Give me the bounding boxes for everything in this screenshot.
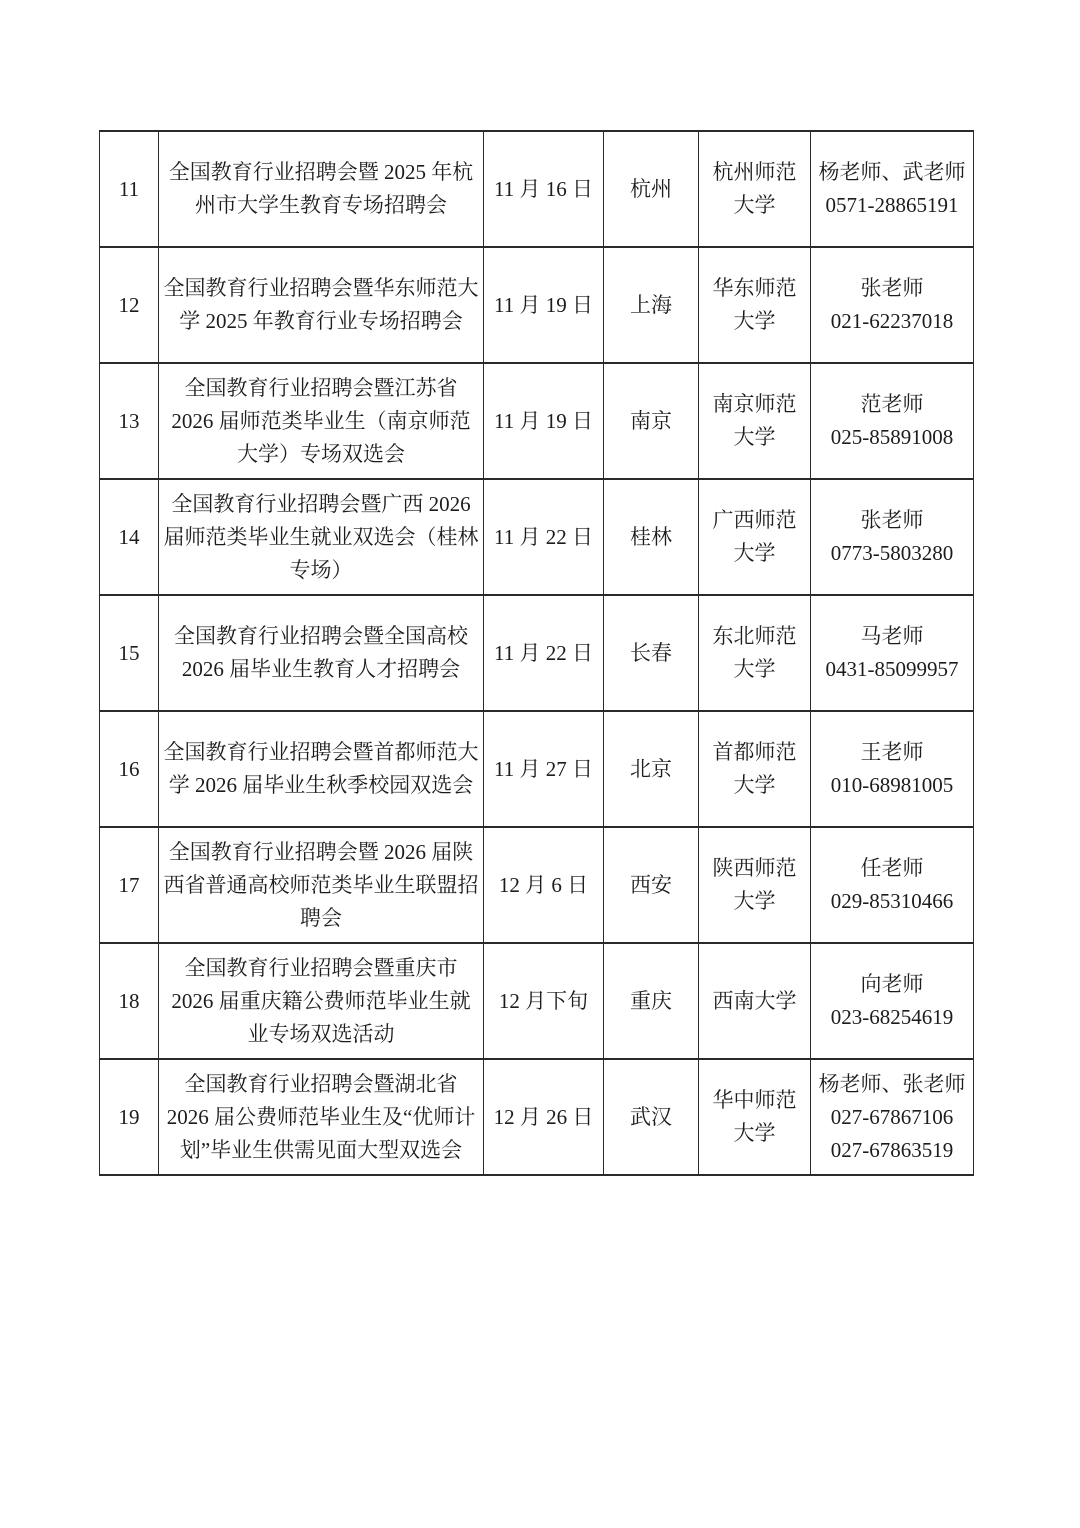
recruitment-schedule-table bbox=[99, 130, 974, 1176]
event-contact-cell bbox=[811, 943, 974, 1059]
contact-line: 马老师 bbox=[860, 624, 924, 648]
event-city-cell: 北京 bbox=[604, 711, 699, 827]
event-venue-cell: 杭州师范大学 bbox=[699, 131, 811, 247]
event-date-cell: 12 月下旬 bbox=[484, 943, 604, 1059]
event-date-cell: 11 月 27 日 bbox=[484, 711, 604, 827]
row-number-cell: 19 bbox=[100, 1059, 159, 1175]
contact-line: 027-67867106 bbox=[830, 1104, 954, 1129]
event-name-cell: 全国教育行业招聘会暨江苏省 2026 届师范类毕业生（南京师范大学）专场双选会 bbox=[159, 363, 484, 479]
event-date-cell: 11 月 22 日 bbox=[484, 595, 604, 711]
event-city-cell: 重庆 bbox=[604, 943, 699, 1059]
event-date-cell: 12 月 6 日 bbox=[484, 827, 604, 943]
contact-line: 027-67863519 bbox=[830, 1137, 954, 1162]
contact-line: 025-85891008 bbox=[830, 425, 954, 449]
contact-line: 王老师 bbox=[860, 740, 924, 764]
row-number-cell: 11 bbox=[100, 131, 159, 247]
row-number-cell: 17 bbox=[100, 827, 159, 943]
table-row bbox=[100, 1059, 974, 1175]
event-city-cell: 武汉 bbox=[604, 1059, 699, 1175]
contact-line: 杨老师、张老师 bbox=[818, 1071, 966, 1096]
event-city-cell: 杭州 bbox=[604, 131, 699, 247]
contact-line: 向老师 bbox=[860, 972, 924, 996]
contact-line: 张老师 bbox=[860, 508, 924, 532]
event-name-cell: 全国教育行业招聘会暨全国高校 2026 届毕业生教育人才招聘会 bbox=[159, 595, 484, 711]
contact-line: 范老师 bbox=[860, 392, 924, 416]
contact-line: 张老师 bbox=[860, 276, 924, 300]
event-name-cell: 全国教育行业招聘会暨 2026 届陕西省普通高校师范类毕业生联盟招聘会 bbox=[159, 827, 484, 943]
contact-line: 0571-28865191 bbox=[825, 193, 959, 217]
contact-line: 010-68981005 bbox=[830, 773, 954, 797]
contact-line: 0773-5803280 bbox=[830, 541, 954, 565]
event-contact-cell bbox=[811, 247, 974, 363]
table-row bbox=[100, 827, 974, 943]
event-venue-cell: 南京师范大学 bbox=[699, 363, 811, 479]
table-row bbox=[100, 595, 974, 711]
table-row bbox=[100, 247, 974, 363]
contact-line: 029-85310466 bbox=[830, 889, 954, 913]
table-row bbox=[100, 711, 974, 827]
event-contact-cell bbox=[811, 827, 974, 943]
event-contact-cell bbox=[811, 479, 974, 595]
row-number-cell: 14 bbox=[100, 479, 159, 595]
event-venue-cell: 东北师范大学 bbox=[699, 595, 811, 711]
row-number-cell: 12 bbox=[100, 247, 159, 363]
event-venue-cell: 华中师范大学 bbox=[699, 1059, 811, 1175]
contact-line: 任老师 bbox=[860, 856, 924, 880]
contact-line: 0431-85099957 bbox=[825, 657, 959, 681]
event-name-cell: 全国教育行业招聘会暨重庆市 2026 届重庆籍公费师范毕业生就业专场双选活动 bbox=[159, 943, 484, 1059]
row-number-cell: 16 bbox=[100, 711, 159, 827]
event-contact-cell bbox=[811, 595, 974, 711]
event-name-cell: 全国教育行业招聘会暨湖北省 2026 届公费师范毕业生及“优师计划”毕业生供需见面大型双选会 bbox=[159, 1059, 484, 1175]
event-date-cell: 11 月 16 日 bbox=[484, 131, 604, 247]
event-name-cell: 全国教育行业招聘会暨 2025 年杭州市大学生教育专场招聘会 bbox=[159, 131, 484, 247]
event-venue-cell: 首都师范大学 bbox=[699, 711, 811, 827]
contact-line: 021-62237018 bbox=[830, 309, 954, 333]
event-contact-cell bbox=[811, 363, 974, 479]
event-name-cell: 全国教育行业招聘会暨广西 2026 届师范类毕业生就业双选会（桂林专场） bbox=[159, 479, 484, 595]
table-row bbox=[100, 131, 974, 247]
table-row bbox=[100, 363, 974, 479]
row-number-cell: 13 bbox=[100, 363, 159, 479]
event-venue-cell: 西南大学 bbox=[699, 943, 811, 1059]
event-date-cell: 11 月 19 日 bbox=[484, 363, 604, 479]
contact-line: 023-68254619 bbox=[830, 1005, 954, 1029]
event-city-cell: 长春 bbox=[604, 595, 699, 711]
event-date-cell: 11 月 22 日 bbox=[484, 479, 604, 595]
event-name-cell: 全国教育行业招聘会暨华东师范大学 2025 年教育行业专场招聘会 bbox=[159, 247, 484, 363]
event-venue-cell: 广西师范大学 bbox=[699, 479, 811, 595]
event-city-cell: 桂林 bbox=[604, 479, 699, 595]
event-contact-cell bbox=[811, 1059, 974, 1175]
table-row bbox=[100, 479, 974, 595]
table-row bbox=[100, 943, 974, 1059]
event-contact-cell bbox=[811, 711, 974, 827]
event-city-cell: 南京 bbox=[604, 363, 699, 479]
event-city-cell: 西安 bbox=[604, 827, 699, 943]
contact-line: 杨老师、武老师 bbox=[818, 160, 966, 184]
event-venue-cell: 陕西师范大学 bbox=[699, 827, 811, 943]
event-contact-cell bbox=[811, 131, 974, 247]
schedule-table-body bbox=[100, 131, 974, 1175]
event-venue-cell: 华东师范大学 bbox=[699, 247, 811, 363]
row-number-cell: 15 bbox=[100, 595, 159, 711]
row-number-cell: 18 bbox=[100, 943, 159, 1059]
event-date-cell: 12 月 26 日 bbox=[484, 1059, 604, 1175]
event-city-cell: 上海 bbox=[604, 247, 699, 363]
event-name-cell: 全国教育行业招聘会暨首都师范大学 2026 届毕业生秋季校园双选会 bbox=[159, 711, 484, 827]
event-date-cell: 11 月 19 日 bbox=[484, 247, 604, 363]
